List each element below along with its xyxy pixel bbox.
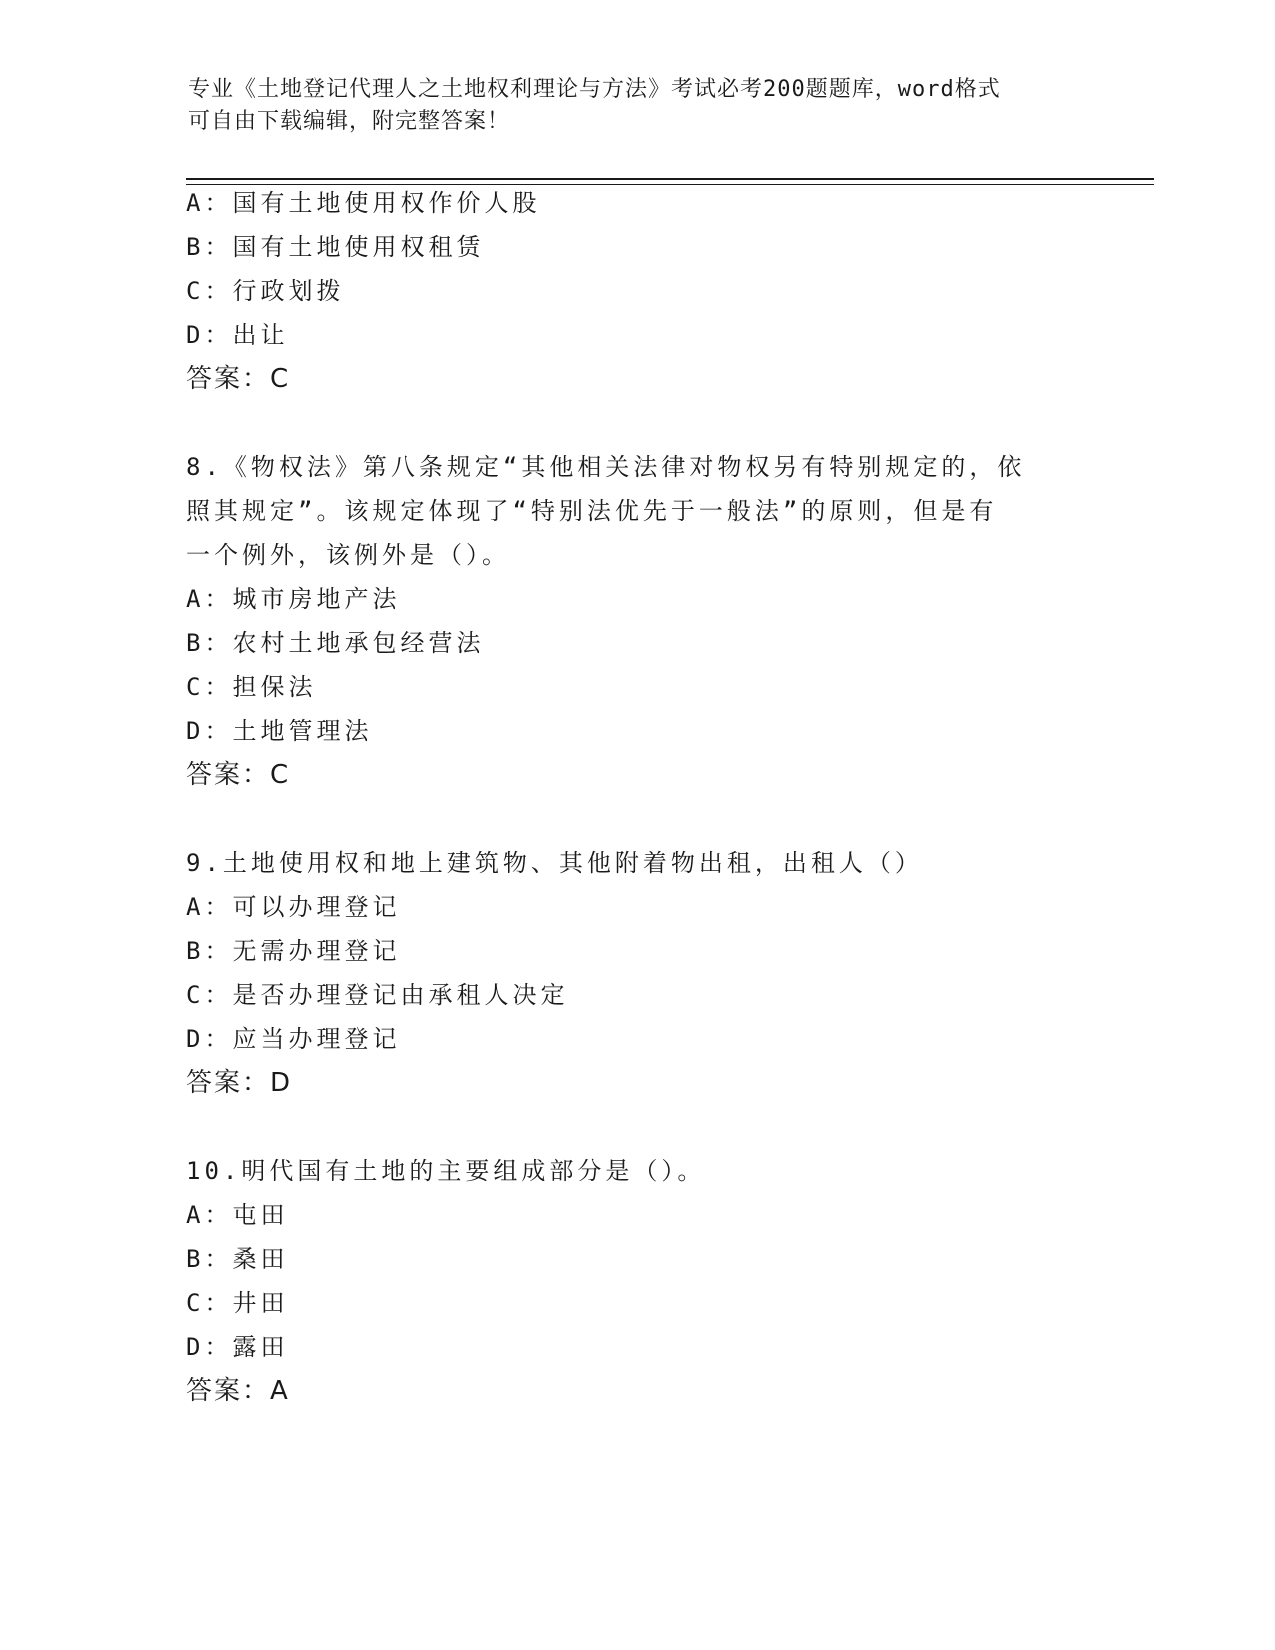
q9-answer: 答案：D: [186, 1068, 293, 1098]
q9-option-a: A：可以办理登记: [186, 893, 401, 921]
q8-option-b: B：农村土地承包经营法: [186, 629, 485, 657]
q10-option-a: A：屯田: [186, 1201, 289, 1229]
q9-option-c: C：是否办理登记由承租人决定: [186, 981, 569, 1009]
q7-option-a: A：国有土地使用权作价人股: [186, 189, 541, 217]
q9-option-b: B：无需办理登记: [186, 937, 401, 965]
q8-stem-line-2: 照其规定”。该规定体现了“特别法优先于一般法”的原则，但是有: [186, 497, 998, 525]
q10-option-c: C：井田: [186, 1289, 289, 1317]
q8-option-a: A：城市房地产法: [186, 585, 401, 613]
q9-stem-line-1: 9.土地使用权和地上建筑物、其他附着物出租，出租人（）: [186, 849, 923, 877]
q10-option-d: D：露田: [186, 1333, 289, 1361]
q8-stem-line-3: 一个例外，该例外是（）。: [186, 541, 510, 569]
q8-answer: 答案：C: [186, 760, 291, 790]
q10-option-b: B：桑田: [186, 1245, 289, 1273]
q10-answer: 答案：A: [186, 1376, 290, 1406]
q8-option-d: D：土地管理法: [186, 717, 373, 745]
q8-option-c: C：担保法: [186, 673, 317, 701]
header-line-1: 专业《土地登记代理人之土地权利理论与方法》考试必考200题题库，word格式: [188, 77, 1001, 102]
header-divider-thin: [186, 184, 1154, 185]
q7-option-c: C：行政划拨: [186, 277, 345, 305]
document-header: [188, 74, 1088, 138]
q8-stem-line-1: 8.《物权法》第八条规定“其他相关法律对物权另有特别规定的，依: [186, 453, 1026, 481]
q7-option-d: D：出让: [186, 321, 289, 349]
q7-answer: 答案：C: [186, 364, 291, 394]
q10-stem-line-1: 10.明代国有土地的主要组成部分是（）。: [186, 1157, 706, 1185]
q9-option-d: D：应当办理登记: [186, 1025, 401, 1053]
header-line-2: 可自由下载编辑，附完整答案！: [188, 109, 511, 134]
header-divider-thick: [186, 178, 1154, 180]
q7-option-b: B：国有土地使用权租赁: [186, 233, 485, 261]
